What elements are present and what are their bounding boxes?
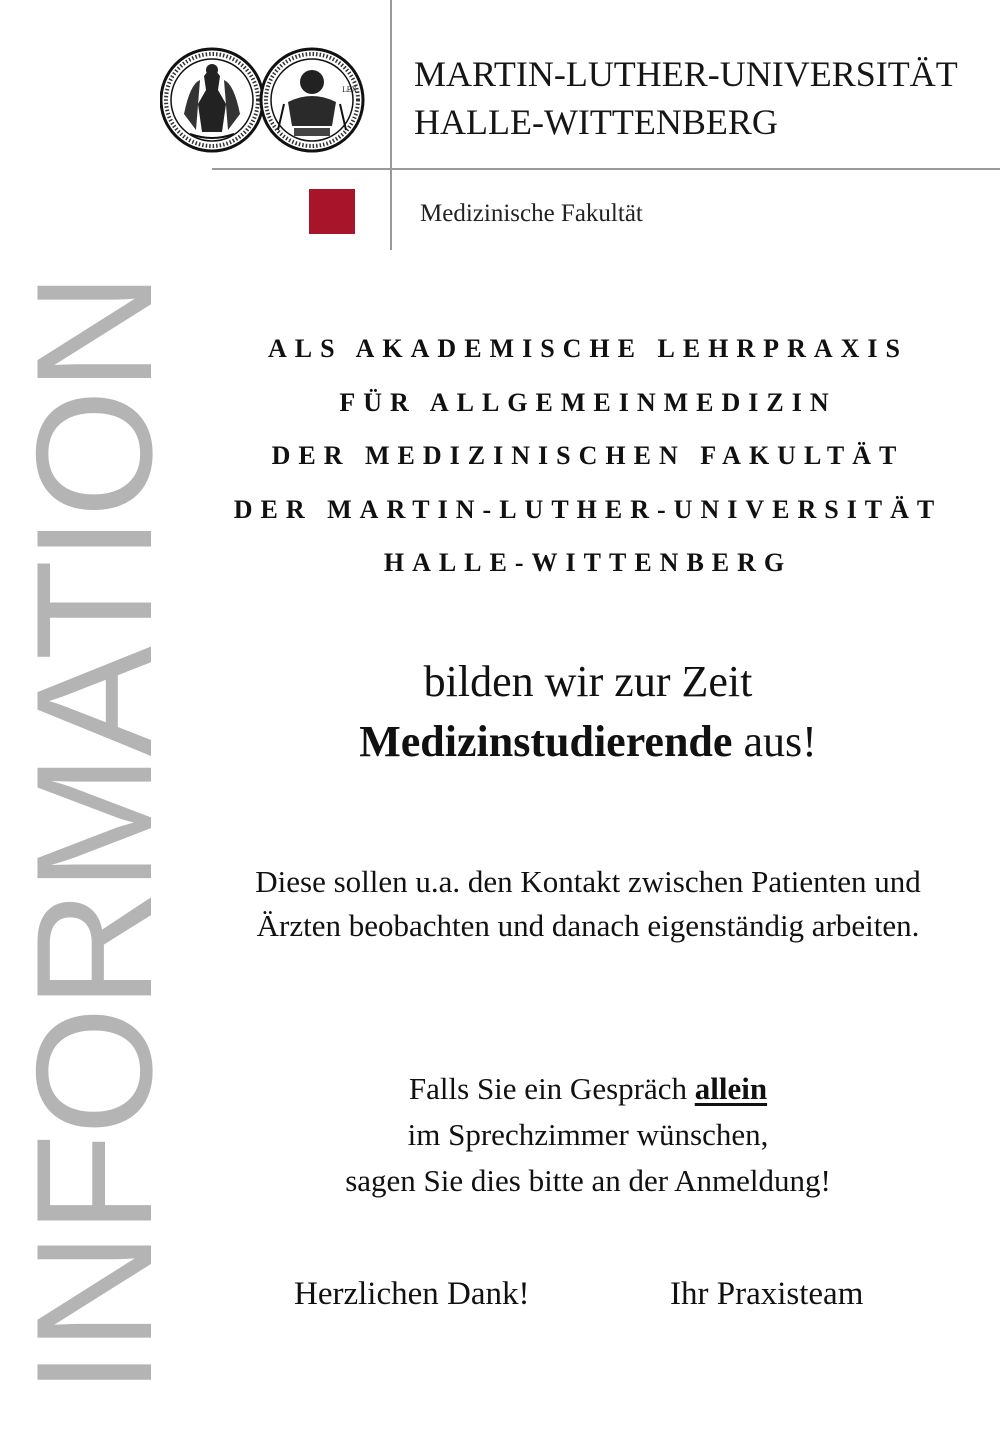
header-horizontal-rule: [212, 168, 1000, 170]
training-statement: [196, 652, 980, 772]
heading-line: FÜR ALLGEMEINMEDIZIN: [339, 387, 837, 417]
teaching-practice-heading: [196, 322, 980, 590]
observation-line2: Ärzten beobachten und danach eigenständig arbeiten.: [256, 908, 920, 943]
university-name-line2: HALLE-WITTENBERG: [414, 102, 778, 142]
university-name-line1: MARTIN-LUTHER-UNIVERSITÄT: [414, 54, 958, 94]
header-vertical-rule: [390, 0, 392, 250]
request-line1-pre: Falls Sie ein Gespräch: [408, 1071, 695, 1106]
request-line2: im Sprechzimmer wünschen,: [407, 1117, 769, 1152]
svg-text:LEX: LEX: [342, 86, 357, 94]
training-line2-rest: aus!: [732, 717, 817, 766]
university-seal-right-icon: [261, 49, 363, 151]
closing-thanks: Herzlichen Dank!: [294, 1276, 530, 1312]
side-information-label: INFORMATION: [2, 274, 186, 1395]
closing-signature: Ihr Praxisteam: [670, 1276, 864, 1312]
training-students-emphasis: Medizinstudierende: [359, 717, 733, 766]
request-line1: [196, 1066, 980, 1112]
observation-paragraph: [196, 860, 980, 948]
university-name: [414, 50, 958, 146]
private-talk-request: [196, 1066, 980, 1204]
request-line3: sagen Sie dies bitte an der Anmeldung!: [345, 1163, 831, 1198]
training-line1: bilden wir zur Zeit: [423, 657, 753, 706]
heading-line: HALLE-WITTENBERG: [383, 548, 793, 577]
heading-line: ALS AKADEMISCHE LEHRPRAXIS: [268, 334, 908, 363]
faculty-color-square: [309, 189, 355, 234]
faculty-name: Medizinische Fakultät: [420, 200, 643, 227]
heading-line: DER MARTIN-LUTHER-UNIVERSITÄT: [233, 494, 943, 524]
university-seal-left-icon: [161, 49, 263, 151]
observation-line1: Diese sollen u.a. den Kontakt zwischen Patienten und: [255, 864, 921, 899]
university-seals: [160, 44, 366, 156]
heading-line: DER MEDIZINISCHEN FAKULTÄT: [271, 441, 905, 470]
request-alone-emphasis: allein: [694, 1071, 768, 1106]
training-line2: [196, 712, 980, 772]
